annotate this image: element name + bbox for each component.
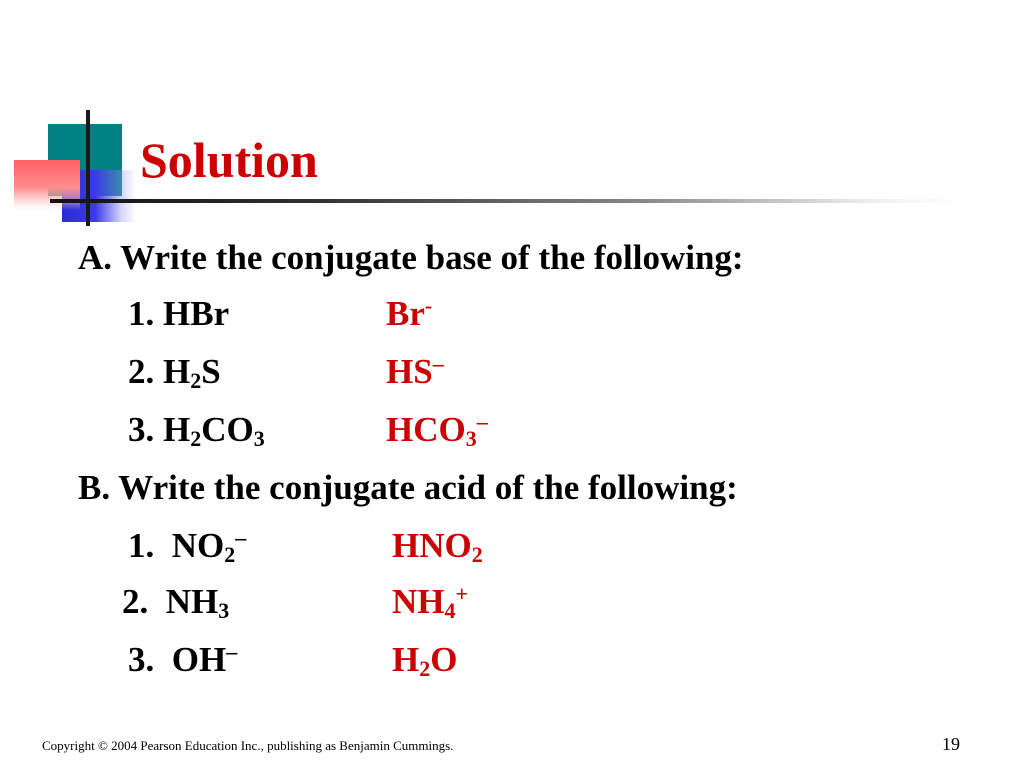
section-a-item-1-answer: Br-: [386, 293, 433, 333]
slide-title: Solution: [140, 132, 318, 188]
section-b-item-3-answer: $H_2O$: [392, 640, 458, 681]
section-a-item-3-answer: $HCO_3^-$: [386, 409, 488, 451]
section-a-item-2-question: 2. $H_2S$: [128, 352, 221, 393]
section-b-item-2-question: 2. $NH_3$: [122, 582, 230, 623]
section-a-heading: A. Write the conjugate base of the following:: [78, 238, 744, 277]
section-b-item-2-answer: $NH_4^+$: [392, 581, 469, 623]
section-a-item-1-question: 1. HBr: [128, 294, 230, 333]
section-a-item-2-answer: HS–: [386, 351, 444, 391]
title-underline-rule: [50, 199, 960, 203]
section-b-item-1-answer: $HNO_2$: [392, 526, 483, 567]
section-b-heading: B. Write the conjugate acid of the following:: [78, 468, 738, 507]
section-b-item-1-question: 1. $NO_2^-$: [128, 525, 247, 567]
page-number: 19: [942, 734, 960, 754]
copyright-footer: Copyright © 2004 Pearson Education Inc., publishing as Benjamin Cummings.: [42, 738, 454, 753]
section-a-item-3-question: 3. $H_2CO_3$: [128, 410, 265, 451]
section-b-item-3-question: 3. OH–: [128, 639, 238, 679]
decorative-vertical-line: [86, 110, 90, 226]
